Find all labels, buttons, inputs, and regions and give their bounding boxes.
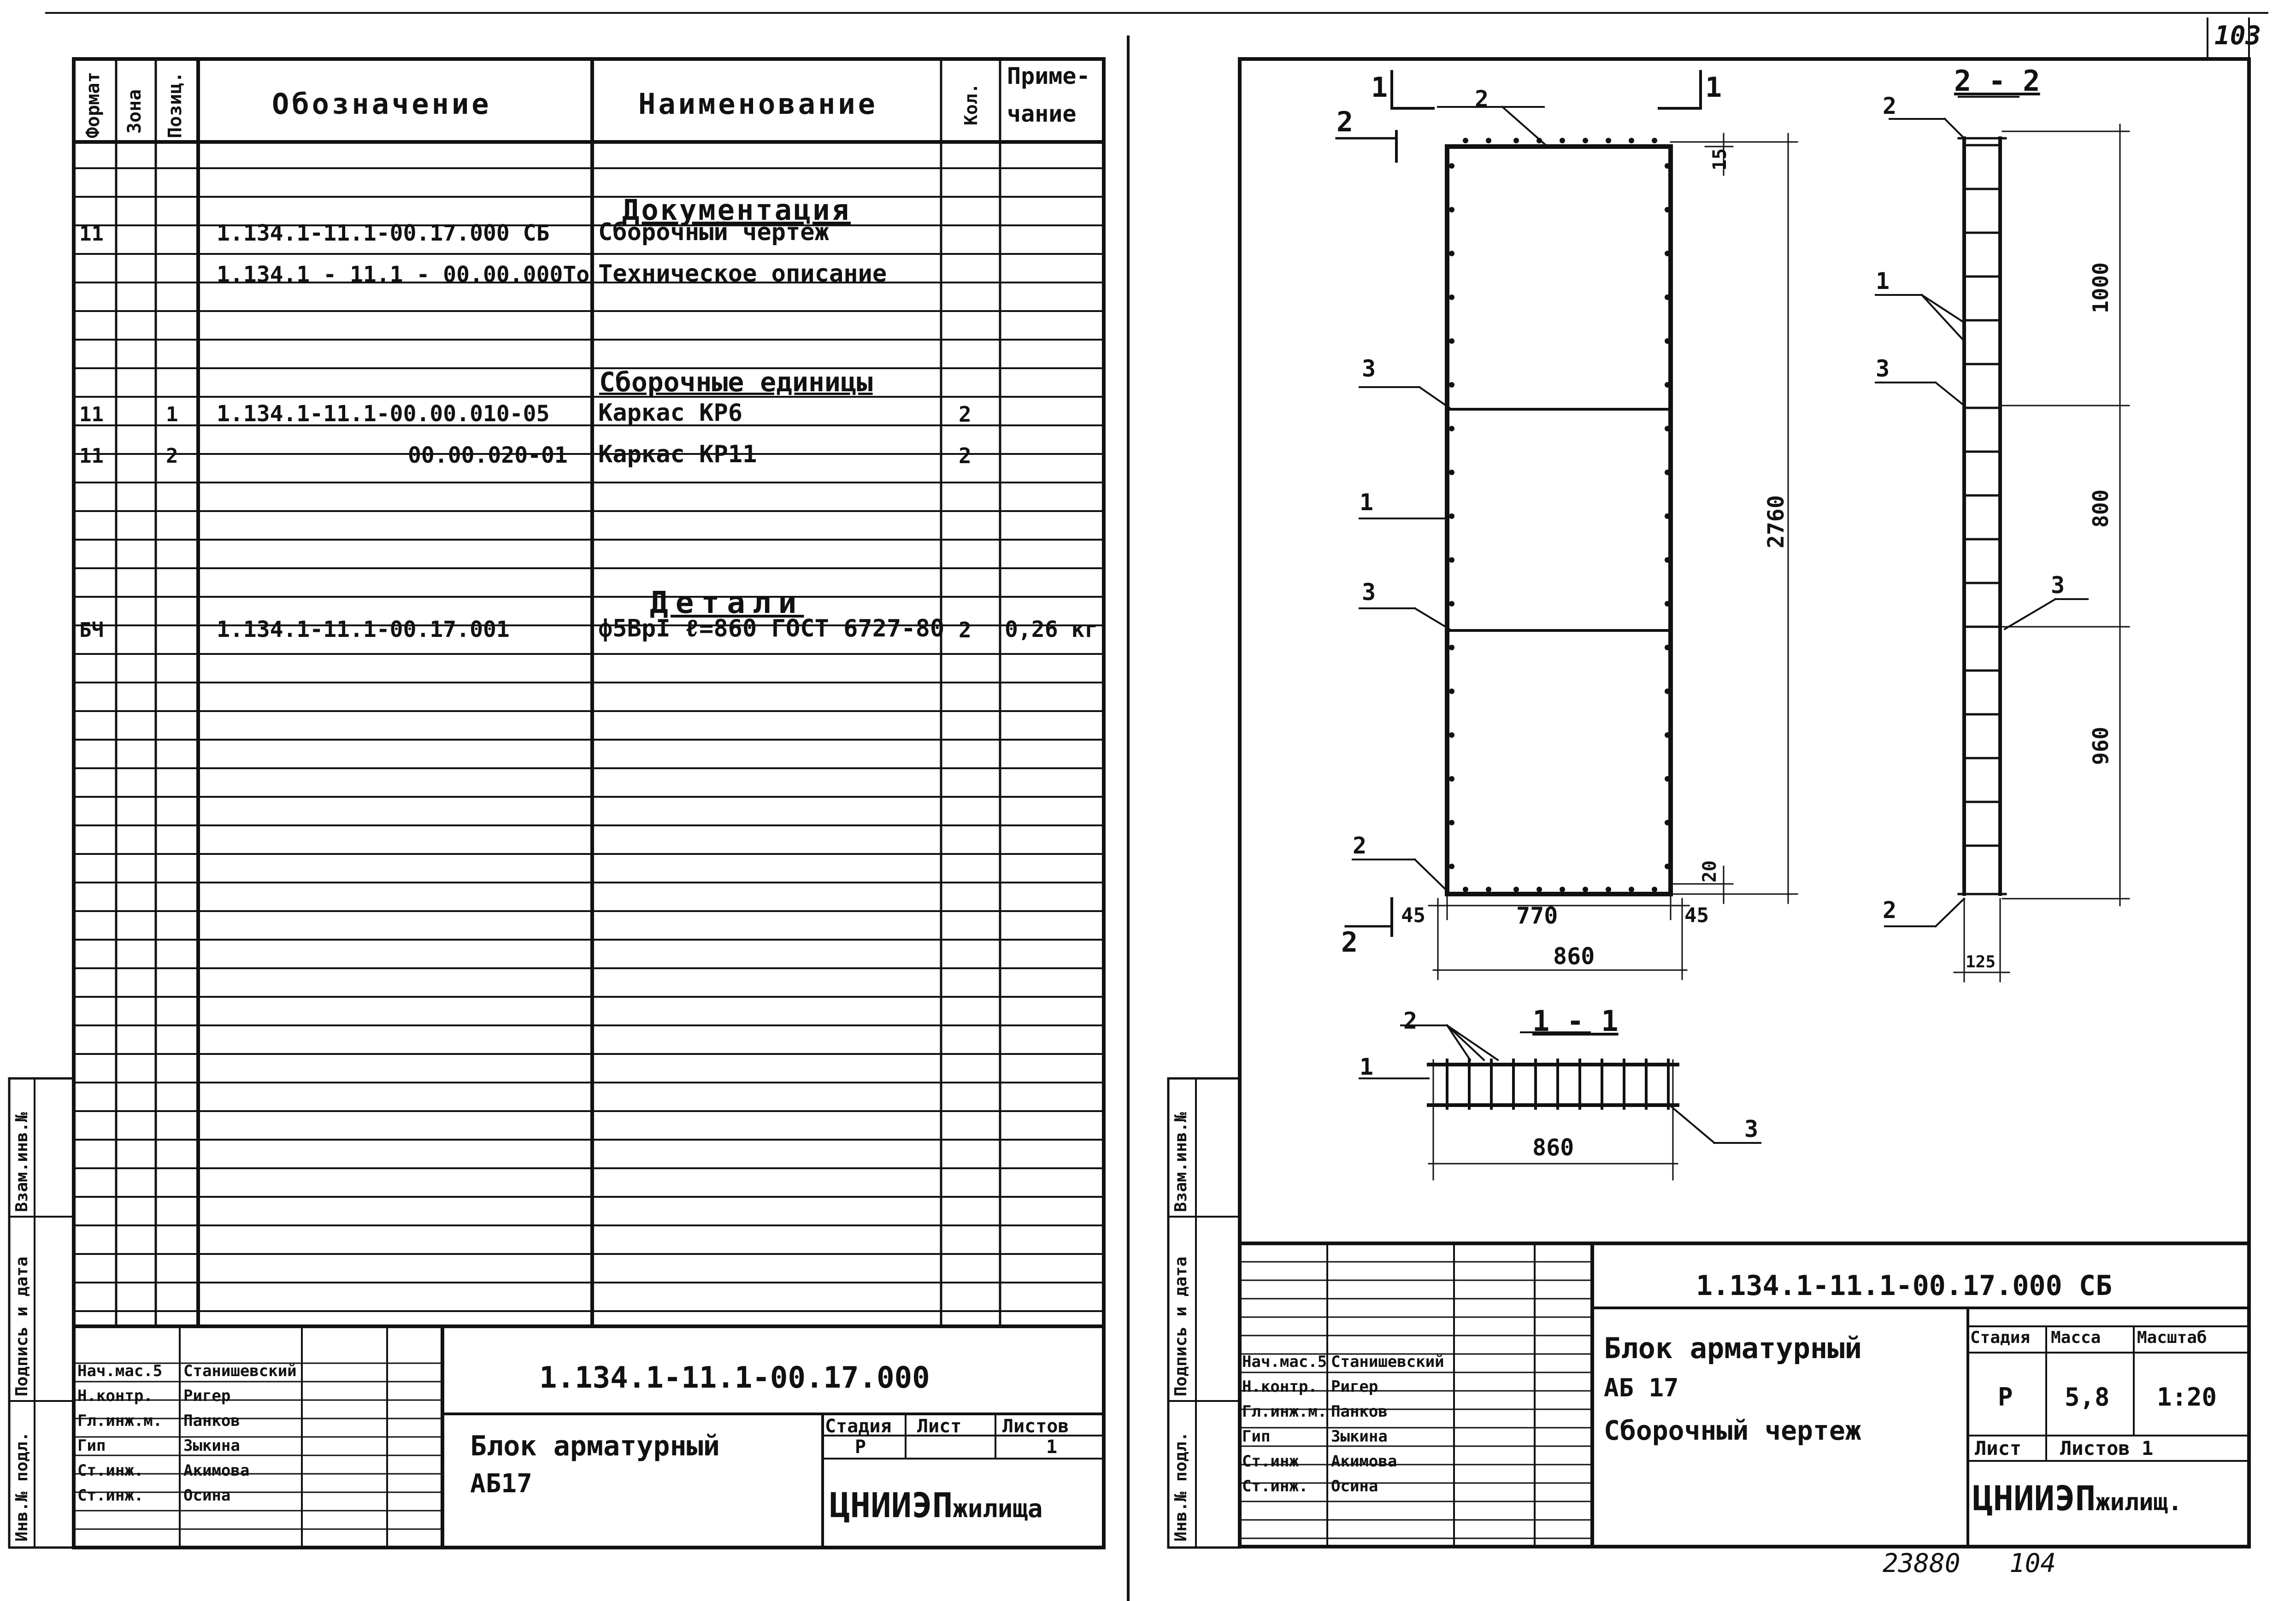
- spec-cell-designation: 1.134.1 - 11.1 - 00.00.000То: [217, 262, 590, 288]
- elevation-view: [1336, 71, 1797, 979]
- section-2-2-view: [1876, 97, 2129, 982]
- stamp-role: Ст.инж.: [77, 1461, 144, 1480]
- stamp-name: Акимова: [1331, 1452, 1397, 1471]
- bottom-number-1: 23880: [1883, 1548, 1960, 1578]
- header-name: Наименование: [638, 87, 878, 121]
- spec-cell-note: 0,26 кг: [1005, 617, 1098, 642]
- callout-2-sec22-bottom: 2: [1883, 897, 1897, 924]
- stamp-name: Станишевский: [183, 1362, 297, 1380]
- spec-cell-designation: 1.134.1-11.1-00.17.000 СБ: [217, 220, 550, 246]
- stamp-name: Станишевский: [1331, 1353, 1444, 1371]
- callout-2-sec11: 2: [1403, 1007, 1418, 1034]
- stamp-role: Гл.инж.м.: [1242, 1402, 1327, 1421]
- left-stamp-org-name: ЦНИИЭП: [830, 1486, 953, 1525]
- dim-left-cover: 45: [1401, 904, 1425, 927]
- header-note-2: чание: [1007, 100, 1077, 127]
- left-stamp-title-2: АБ17: [470, 1469, 532, 1499]
- side-label-replace-inv-right: Взам.инв.№: [1172, 1112, 1190, 1212]
- side-label-sign-date: Подпись и дата: [12, 1256, 31, 1396]
- right-stamp-stage-label: Стадия: [1970, 1328, 2031, 1347]
- callout-1-sec22: 1: [1876, 268, 1890, 294]
- dim-right-cover: 45: [1684, 904, 1709, 927]
- callout-3-sec22-upper: 3: [1876, 355, 1890, 382]
- left-stamp-title-1: Блок арматурный: [470, 1430, 720, 1462]
- page-number: 103: [2214, 21, 2261, 51]
- callout-2-top: 2: [1475, 86, 1489, 112]
- dim-total-width: 860: [1553, 943, 1595, 970]
- callout-3-sec11: 3: [1744, 1116, 1759, 1142]
- left-stamp-sheet-label: Лист: [917, 1416, 962, 1437]
- stamp-name: Осина: [183, 1486, 231, 1505]
- spec-cell-position: 1: [166, 403, 178, 426]
- spec-cell-name: Сборочный чертеж: [598, 218, 829, 246]
- section-22-marker-top: 2: [1336, 106, 1354, 138]
- right-stamp-sheet-label: Лист: [1975, 1437, 2022, 1460]
- dim-seg-top: 1000: [2088, 262, 2113, 313]
- right-stamp-title-1: Блок арматурный: [1604, 1331, 1862, 1365]
- right-stamp-scale: 1:20: [2157, 1383, 2217, 1412]
- right-stamp-title-3: Сборочный чертеж: [1604, 1415, 1861, 1446]
- stamp-role: Нач.мас.5: [77, 1362, 163, 1380]
- stamp-role: Ст.инж.: [1242, 1477, 1308, 1495]
- spec-cell-designation: 00.00.020-01: [408, 442, 568, 468]
- spec-cell-designation: 1.134.1-11.1-00.17.001: [217, 617, 510, 642]
- section-11-marker-left: 1: [1371, 71, 1388, 104]
- header-format: Формат: [82, 71, 104, 138]
- callout-1-sec11: 1: [1360, 1054, 1374, 1080]
- stamp-name: Зыкина: [183, 1436, 240, 1455]
- stamp-name: Зыкина: [1331, 1427, 1388, 1446]
- callout-2-sec22-top: 2: [1883, 93, 1897, 119]
- header-position: Позиц.: [165, 71, 186, 138]
- header-note-1: Приме-: [1007, 63, 1090, 89]
- dim-section-width: 125: [1966, 953, 1996, 971]
- right-stamp-sheets-label: Листов 1: [2060, 1437, 2154, 1460]
- spec-cell-qty: 2: [959, 443, 971, 468]
- callout-3-lower: 3: [1362, 579, 1376, 606]
- left-stamp-stage: Р: [855, 1436, 866, 1458]
- spec-cell-designation: 1.134.1-11.1-00.00.010-05: [217, 401, 550, 427]
- stamp-role: Н.контр.: [1242, 1377, 1318, 1396]
- section-22-title: 2 - 2: [1954, 64, 2040, 98]
- right-stamp-org: [1972, 1479, 2183, 1519]
- stamp-role: Гип: [1242, 1427, 1271, 1446]
- right-stamp-org-suffix: жилищ.: [2096, 1489, 2183, 1516]
- dim-seg-mid: 800: [2088, 489, 2113, 528]
- section-11-marker-right: 1: [1705, 71, 1722, 104]
- dim-total-height: 2760: [1763, 495, 1789, 548]
- side-label-sign-date-right: Подпись и дата: [1172, 1256, 1190, 1396]
- dim-seg-bot: 960: [2088, 726, 2113, 765]
- left-stamp-org-suffix: жилища: [953, 1494, 1043, 1523]
- stamp-role: Гип: [77, 1436, 106, 1455]
- section-11-title: 1 - 1: [1532, 1004, 1619, 1038]
- bottom-number-2: 104: [2009, 1548, 2056, 1578]
- stamp-name: Панков: [183, 1412, 240, 1430]
- left-stamp-stage-label: Стадия: [825, 1416, 892, 1437]
- stamp-role: Нач.мас.5: [1242, 1353, 1327, 1371]
- spec-cell-qty: 2: [959, 402, 971, 427]
- side-label-inv-orig-right: Инв.№ подл.: [1172, 1431, 1190, 1542]
- stamp-name: Ригер: [1331, 1377, 1378, 1396]
- right-stamp-title-2: АБ 17: [1604, 1373, 1679, 1402]
- callout-1-mid: 1: [1360, 489, 1374, 516]
- section-documentation: Документация: [622, 193, 851, 227]
- right-stamp-org-name: ЦНИИЭП: [1972, 1479, 2096, 1519]
- section-22-marker-bottom: 2: [1341, 926, 1358, 959]
- dim-bottom-offset: 20: [1699, 860, 1720, 883]
- side-label-inv-orig: Инв.№ подл.: [12, 1431, 31, 1542]
- spec-cell-format: 11: [79, 403, 104, 426]
- callout-2-bottom: 2: [1353, 832, 1367, 859]
- spec-cell-format: 11: [79, 444, 104, 468]
- spec-cell-position: 2: [166, 444, 178, 468]
- stamp-role: Н.контр.: [77, 1387, 153, 1405]
- dim-top-offset: 15: [1709, 148, 1731, 171]
- left-stamp-org: [830, 1486, 1043, 1525]
- section-details: Детали: [650, 585, 804, 620]
- callout-3-sec22-lower: 3: [2051, 572, 2065, 599]
- header-qty: Кол.: [961, 83, 981, 125]
- left-stamp-sheets-label: Листов: [1002, 1416, 1069, 1437]
- spec-cell-name: Каркас КР6: [598, 399, 743, 427]
- right-stamp-scale-label: Масштаб: [2137, 1328, 2207, 1347]
- spec-cell-name: Техническое описание: [598, 260, 887, 288]
- callout-3-upper: 3: [1362, 355, 1376, 382]
- spec-cell-format: 11: [79, 222, 104, 246]
- header-zone: Зона: [124, 89, 145, 134]
- right-stamp-mass: 5,8: [2065, 1383, 2110, 1412]
- stamp-name: Осина: [1331, 1477, 1378, 1495]
- header-designation: Обозначение: [272, 87, 492, 121]
- dim-inner-width: 770: [1516, 902, 1558, 929]
- left-stamp-code: 1.134.1-11.1-00.17.000: [539, 1361, 930, 1395]
- stamp-name: Панков: [1331, 1402, 1388, 1421]
- dim-section11-width: 860: [1532, 1134, 1574, 1161]
- stamp-role: Ст.инж.: [77, 1486, 144, 1505]
- spec-cell-name: Каркас КР11: [598, 441, 757, 468]
- section-assembly-units: Сборочные единицы: [599, 366, 873, 398]
- left-stamp-sheets: 1: [1046, 1436, 1058, 1458]
- stamp-name: Акимова: [183, 1461, 250, 1480]
- right-stamp-mass-label: Масса: [2051, 1328, 2101, 1347]
- side-label-replace-inv: Взам.инв.№: [12, 1112, 31, 1212]
- right-stamp-stage: Р: [1998, 1383, 2013, 1412]
- stamp-role: Гл.инж.м.: [77, 1412, 163, 1430]
- spec-cell-qty: 2: [959, 618, 971, 642]
- stamp-name: Ригер: [183, 1387, 231, 1405]
- spec-cell-name: ф5ВрI ℓ=860 ГОСТ 6727-80: [598, 615, 945, 642]
- stamp-role: Ст.инж: [1242, 1452, 1299, 1471]
- right-stamp-code: 1.134.1-11.1-00.17.000 СБ: [1696, 1270, 2113, 1302]
- spec-cell-format: БЧ: [79, 618, 104, 642]
